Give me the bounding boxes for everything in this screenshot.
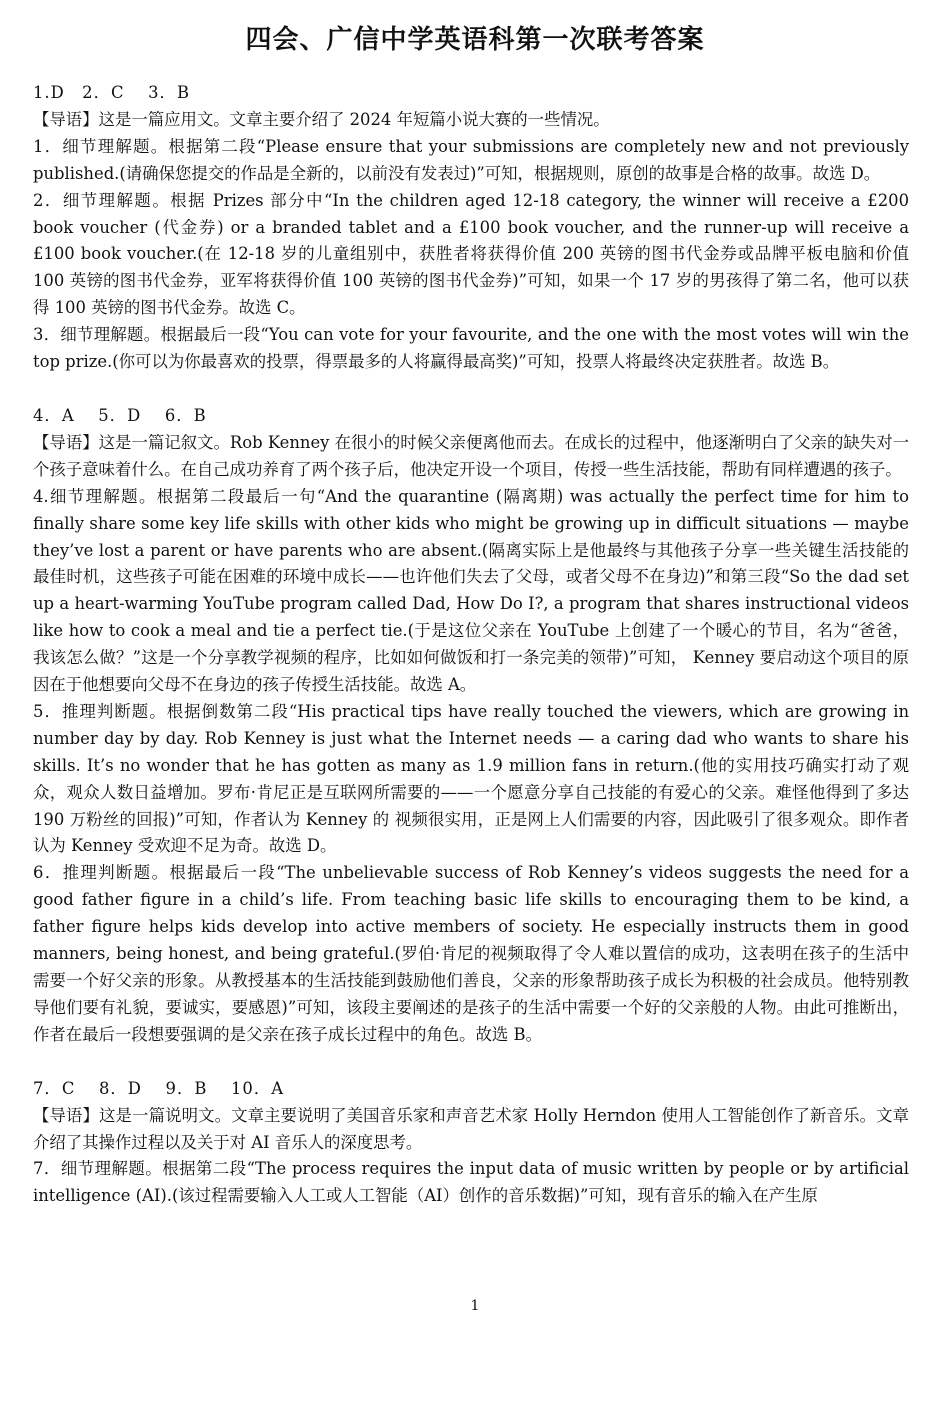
explanation-item: 6．推理判断题。根据最后一段“The unbelievable success of Rob Kenney’s videos suggests the need for a good father figure in a child’s life. From teaching basic life skills to encouraging them to be kind, a father figure helps kids develop into active members of society. He especially instructs them in good manners, being honest, and being grateful.(罗伯·肯尼的视频取得了令人难以置信的成功，这表明在孩子的生活中需要一个好父亲的形象。从教授基本的生活技能到鼓励他们善良，父亲的形象帮助孩子成长为积极的社会成员。他特别教导他们要有礼貌，要诚实，要感恩)”可知，该段主要阐述的是孩子的生活中需要一个好的父亲般的人物。由此可推断出，作者在最后一段想要强调的是父亲在孩子成长过程中的角色。故选 B。: [33, 863, 909, 1044]
explanation-item: 4.细节理解题。根据第二段最后一句“And the quarantine (隔离期) was actually the perfect time for him to finally share some key life skills with other kids who might be growing up in difficult situations — maybe they’ve lost a parent or have parents who are absent.(隔离实际上是他最终与其他孩子分享一些关键生活技能的最佳时机，这些孩子可能在困难的环境中成长——也许他们失去了父母，或者父母不在身边)”和第三段“So the dad set up a heart-warming YouTube program called Dad, How Do I?, a program that shares instructional videos like how to cook a meal and tie a perfect tie.(于是这位父亲在 YouTube 上创建了一个暖心的节目，名为“爸爸，我该怎么做？”这是一个分享教学视频的程序，比如如何做饭和打一条完美的领带)”可知， Kenney 要启动这个项目的原因在于他想要向父母不在身边的孩子传授生活技能。故选 A。: [33, 486, 909, 695]
page-title: 四会、广信中学英语科第一次联考答案: [245, 25, 705, 55]
page-number: 1: [470, 1298, 480, 1314]
passage-intro: 【导语】这是一篇应用文。文章主要介绍了 2024 年短篇小说大赛的一些情况。: [33, 109, 610, 129]
answer-content: [33, 80, 909, 1210]
answer-key-line: 4．A 5．D 6．B: [33, 405, 207, 425]
answer-key-line: 1.D 2．C 3．B: [33, 83, 190, 102]
explanation-item: 7．细节理解题。根据第二段“The process requires the input data of music written by people or by artificial intelligence (AI).(该过程需要输入人工或人工智能（AI）创作的音乐数据)”可知，现有音乐的输入在产生原: [33, 1159, 909, 1206]
answer-key-line: 7．C 8．D 9．B 10．A: [33, 1078, 285, 1098]
passage-intro: 【导语】这是一篇说明文。文章主要说明了美国音乐家和声音艺术家 Holly Herndon 使用人工智能创作了新音乐。文章介绍了其操作过程以及关于对 AI 音乐人的深度思考。: [33, 1105, 909, 1152]
passage-intro: 【导语】这是一篇记叙文。Rob Kenney 在很小的时候父亲便离他而去。在成长的过程中，他逐渐明白了父亲的缺失对一个孩子意味着什么。在自己成功养育了两个孩子后，他决定开设一个项目，传授一些生活技能，帮助有同样遭遇的孩子。: [33, 432, 909, 479]
explanation-item: 3．细节理解题。根据最后一段“You can vote for your favourite, and the one with the most votes will win the top prize.(你可以为你最喜欢的投票，得票最多的人将赢得最高奖)”可知，投票人将最终决定获胜者。故选 B。: [33, 325, 909, 372]
explanation-item: 5．推理判断题。根据倒数第二段“His practical tips have really touched the viewers, which are growing in number day by day. Rob Kenney is just what the Internet needs — a caring dad who wants to share his skills. It’s no wonder that he has gotten as many as 1.9 million fans in return.(他的实用技巧确实打动了观众，观众人数日益增加。罗布·肯尼正是互联网所需要的——一个愿意分享自己技能的有爱心的父亲。难怪他得到了多达 190 万粉丝的回报)”可知，作者认为 Kenney 的 视频很实用，正是网上人们需要的内容，因此吸引了很多观众。即作者认为 Kenney 受欢迎不足为奇。故选 D。: [33, 701, 909, 856]
explanation-item: 2．细节理解题。根据 Prizes 部分中“In the children aged 12-18 category, the winner will receive a £200 book voucher (代金券) or a branded tablet and a £100 book voucher, and the runner-up will receive a £100 book voucher.(在 12-18 岁的儿童组别中，获胜者将获得价值 200 英镑的图书代金券或品牌平板电脑和价值 100 英镑的图书代金券，亚军将获得价值 100 英镑的图书代金券)”可知，如果一个 17 岁的男孩得了第二名，他可以获得 100 英镑的图书代金券。故选 C。: [33, 190, 909, 318]
section-spacer: [33, 376, 909, 403]
explanation-item: 1．细节理解题。根据第二段“Please ensure that your submissions are completely new and not previously published.(请确保您提交的作品是全新的，以前没有发表过)”可知，根据规则，原创的故事是合格的故事。故选 D。: [33, 136, 909, 183]
section-spacer: [33, 1049, 909, 1076]
